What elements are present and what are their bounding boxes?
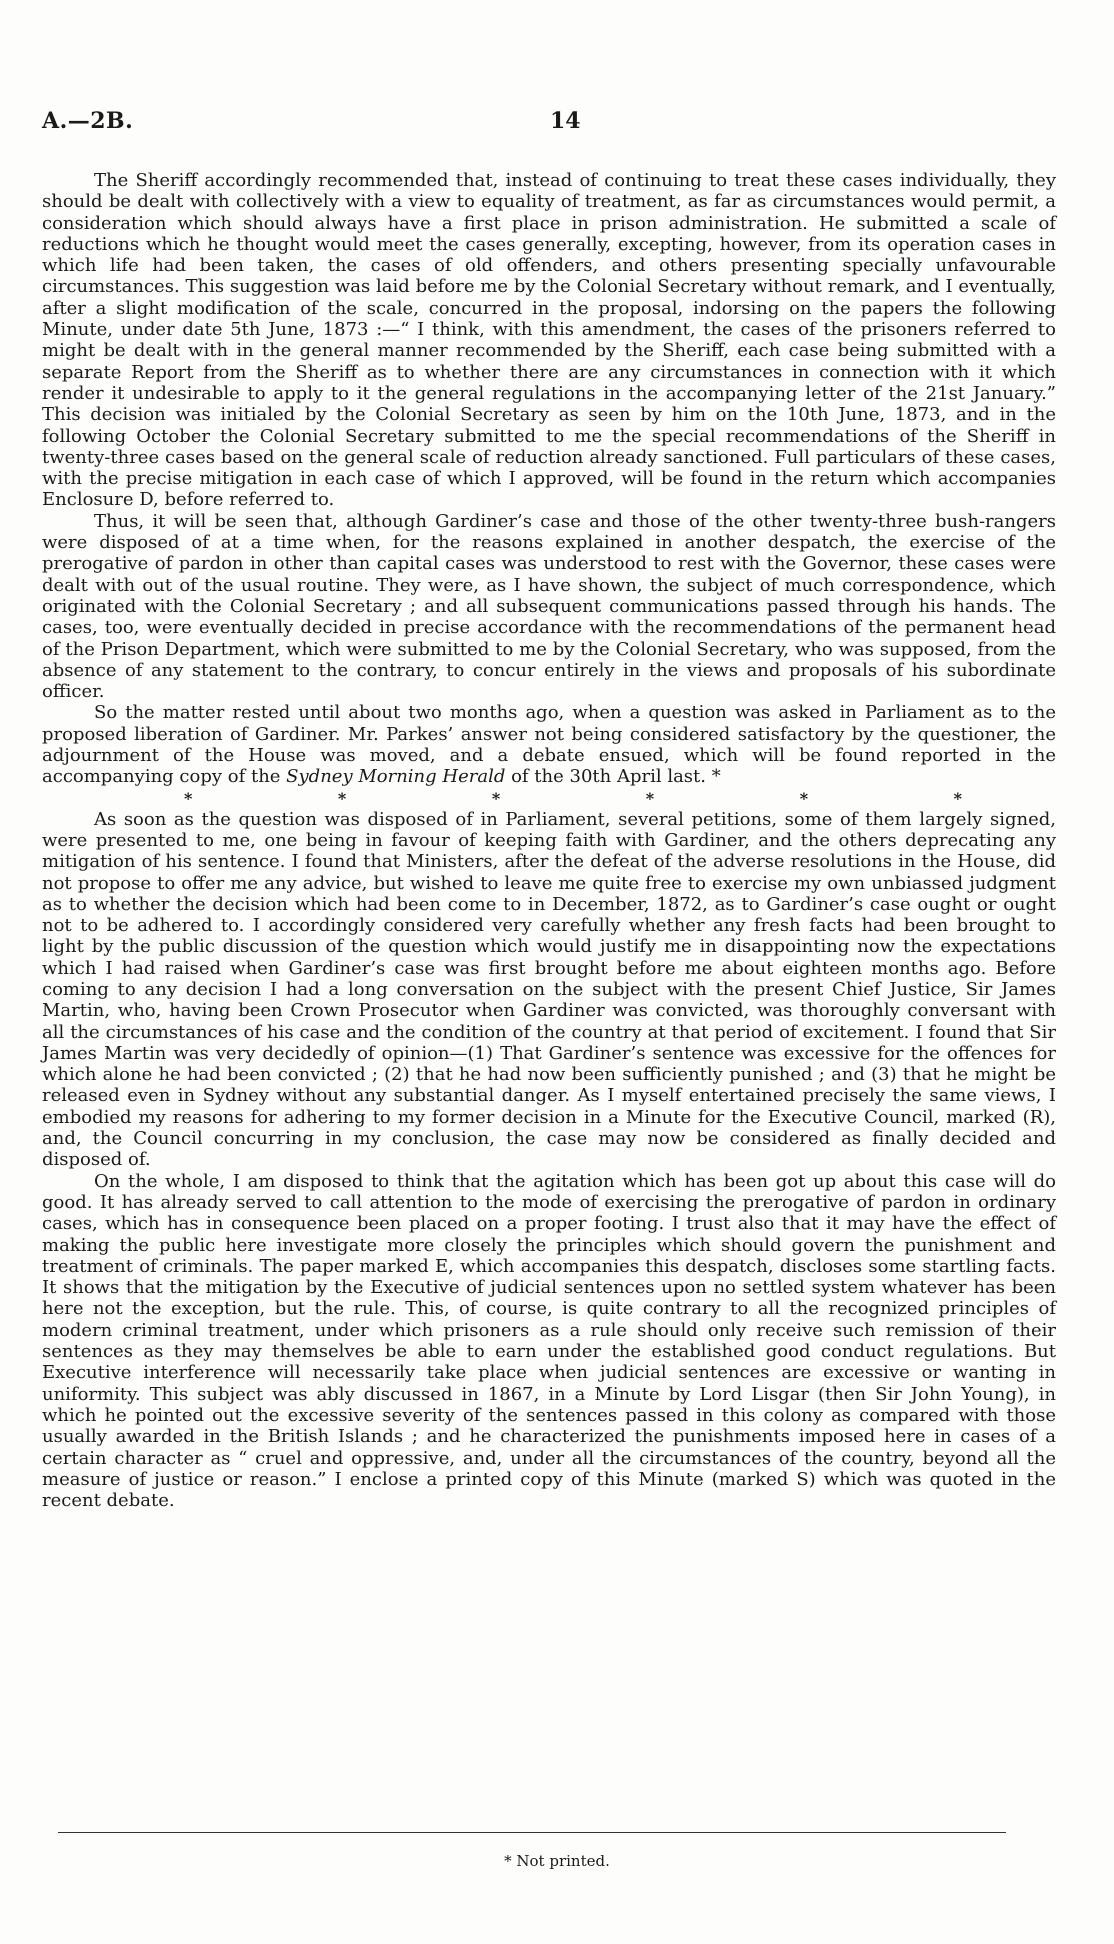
asterisk: *: [953, 788, 962, 808]
document-reference: A.—2B.: [42, 108, 134, 134]
asterisk: *: [645, 788, 655, 808]
paragraph-text: So the matter rested until about two months ago, when a question was asked in Parliament as to the proposed liberation of Gardiner. Mr. Parkes’ answer not being considered satisfactory by the questioner, the adjournment of the House was moved, and a debate ensued, which will be found reported in the accompanying copy of the: [42, 702, 1056, 788]
paragraph: As soon as the question was disposed of in Parliament, several petitions, some of them largely signed, were presented to me, one being in favour of keeping faith with Gardiner, and the others deprecating any mitigation of his sentence. I found that Ministers, after the defeat of the adverse resolutions in the House, did not propose to offer me any advice, but wished to leave me quite free to exercise my own unbiassed judgment as to whether the decision which had been come to in December, 1872, as to Gardiner’s case ought or ought not to be adhered to. I accordingly considered very carefully whether any fresh facts had been brought to light by the public discussion of the question which would justify me in disappointing now the expectations which I had raised when Gardiner’s case was first brought before me about eighteen months ago. Before coming to any decision I had a long conversation on the subject with the present Chief Justice, Sir James Martin, who, having been Crown Prosecutor when Gardiner was convicted, was thoroughly conversant with all the circumstances of his case and the condition of the country at that period of excitement. I found that Sir James Martin was very decidedly of opinion—(1) That Gardiner’s sentence was excessive for the offences for which alone he had been convicted ; (2) that he had now been sufficiently punished ; and (3) that he might be released even in Sydney without any substantial danger. As I myself entertained precisely the same views, I embodied my reasons for adhering to my former decision in a Minute for the Executive Council, marked (R), and, the Council concurring in my conclusion, the case may now be considered as finally decided and disposed of.: [42, 808, 1056, 1171]
newspaper-title: Sydney Morning Herald: [286, 766, 506, 788]
page-number: 14: [550, 108, 581, 134]
paragraph: The Sheriff accordingly recommended that, instead of continuing to treat these cases individually, they should be dealt with collectively with a view to equality of treatment, as far as circumstances would permit, a consideration which should always have a first place in prison administration. He submitted a scale of reductions which he thought would meet the cases generally, excepting, however, from its operation cases in which life had been taken, the cases of old offenders, and others presenting specially unfavourable circumstances. This suggestion was laid before me by the Colonial Secretary without remark, and I eventually, after a slight modification of the scale, concurred in the proposal, indorsing on the papers the following Minute, under date 5th June, 1873 :—“ I think, with this amendment, the cases of the prisoners referred to might be dealt with in the general manner recommended by the Sheriff, each case being submitted with a separate Report from the Sheriff as to whether there are any circumstances in connection with it which render it undesirable to apply to it the general regulations in the accompanying letter of the 21st January.” This decision was initialed by the Colonial Secretary as seen by him on the 10th June, 1873, and in the following October the Colonial Secretary submitted to me the special recommendations of the Sheriff in twenty-three cases based on the general scale of reduction already sanctioned. Full particulars of these cases, with the precise mitigation in each case of which I approved, will be found in the return which accompanies Enclosure D, before referred to.: [42, 170, 1056, 511]
omission-asterisks: [42, 788, 1056, 809]
footnote-divider: [58, 1832, 1006, 1833]
paragraph: [42, 702, 1056, 787]
paragraph: On the whole, I am disposed to think that the agitation which has been got up about this case will do good. It has already served to call attention to the mode of exercising the prerogative of pardon in ordinary cases, which has in consequence been placed on a proper footing. I trust also that it may have the effect of making the public here investigate more closely the principles which should govern the punishment and treatment of criminals. The paper marked E, which accompanies this despatch, discloses some startling facts. It shows that the mitigation by the Executive of judicial sentences upon no settled system whatever has been here not the exception, but the rule. This, of course, is quite contrary to all the recognized principles of modern criminal treatment, under which prisoners as a rule should only receive such remission of their sentences as they may themselves be able to earn under the established good conduct regulations. But Executive interference will necessarily take place when judicial sentences are excessive or wanting in uniformity. This subject was ably discussed in 1867, in a Minute by Lord Lisgar (then Sir John Young), in which he pointed out the excessive severity of the sentences passed in this colony as compared with those usually awarded in the British Islands ; and he characterized the punishments imposed here in cases of a certain character as “ cruel and oppressive, and, under all the circumstances of the country, beyond all the measure of justice or reason.” I enclose a printed copy of this Minute (marked S) which was quoted in the recent debate.: [42, 1170, 1056, 1512]
asterisk: *: [799, 788, 809, 808]
asterisk: *: [184, 788, 193, 808]
paragraph-text: of the 30th April last. *: [505, 766, 721, 788]
asterisk: *: [337, 788, 347, 808]
page-header: [42, 108, 1072, 138]
asterisk: *: [491, 788, 501, 808]
footnote: * Not printed.: [504, 1852, 610, 1870]
paragraph: Thus, it will be seen that, although Gardiner’s case and those of the other twenty-three bush-rangers were disposed of at a time when, for the reasons explained in another despatch, the exercise of the prerogative of pardon in other than capital cases was understood to rest with the Governor, these cases were dealt with out of the usual routine. They were, as I have shown, the subject of much correspondence, which originated with the Colonial Secretary ; and all subsequent communications passed through his hands. The cases, too, were eventually decided in precise accordance with the recommendations of the permanent head of the Prison Department, which were submitted to me by the Colonial Secretary, who was supposed, from the absence of any statement to the contrary, to concur entirely in the views and proposals of his subordinate officer.: [42, 510, 1056, 703]
body-text: [42, 170, 1056, 1511]
